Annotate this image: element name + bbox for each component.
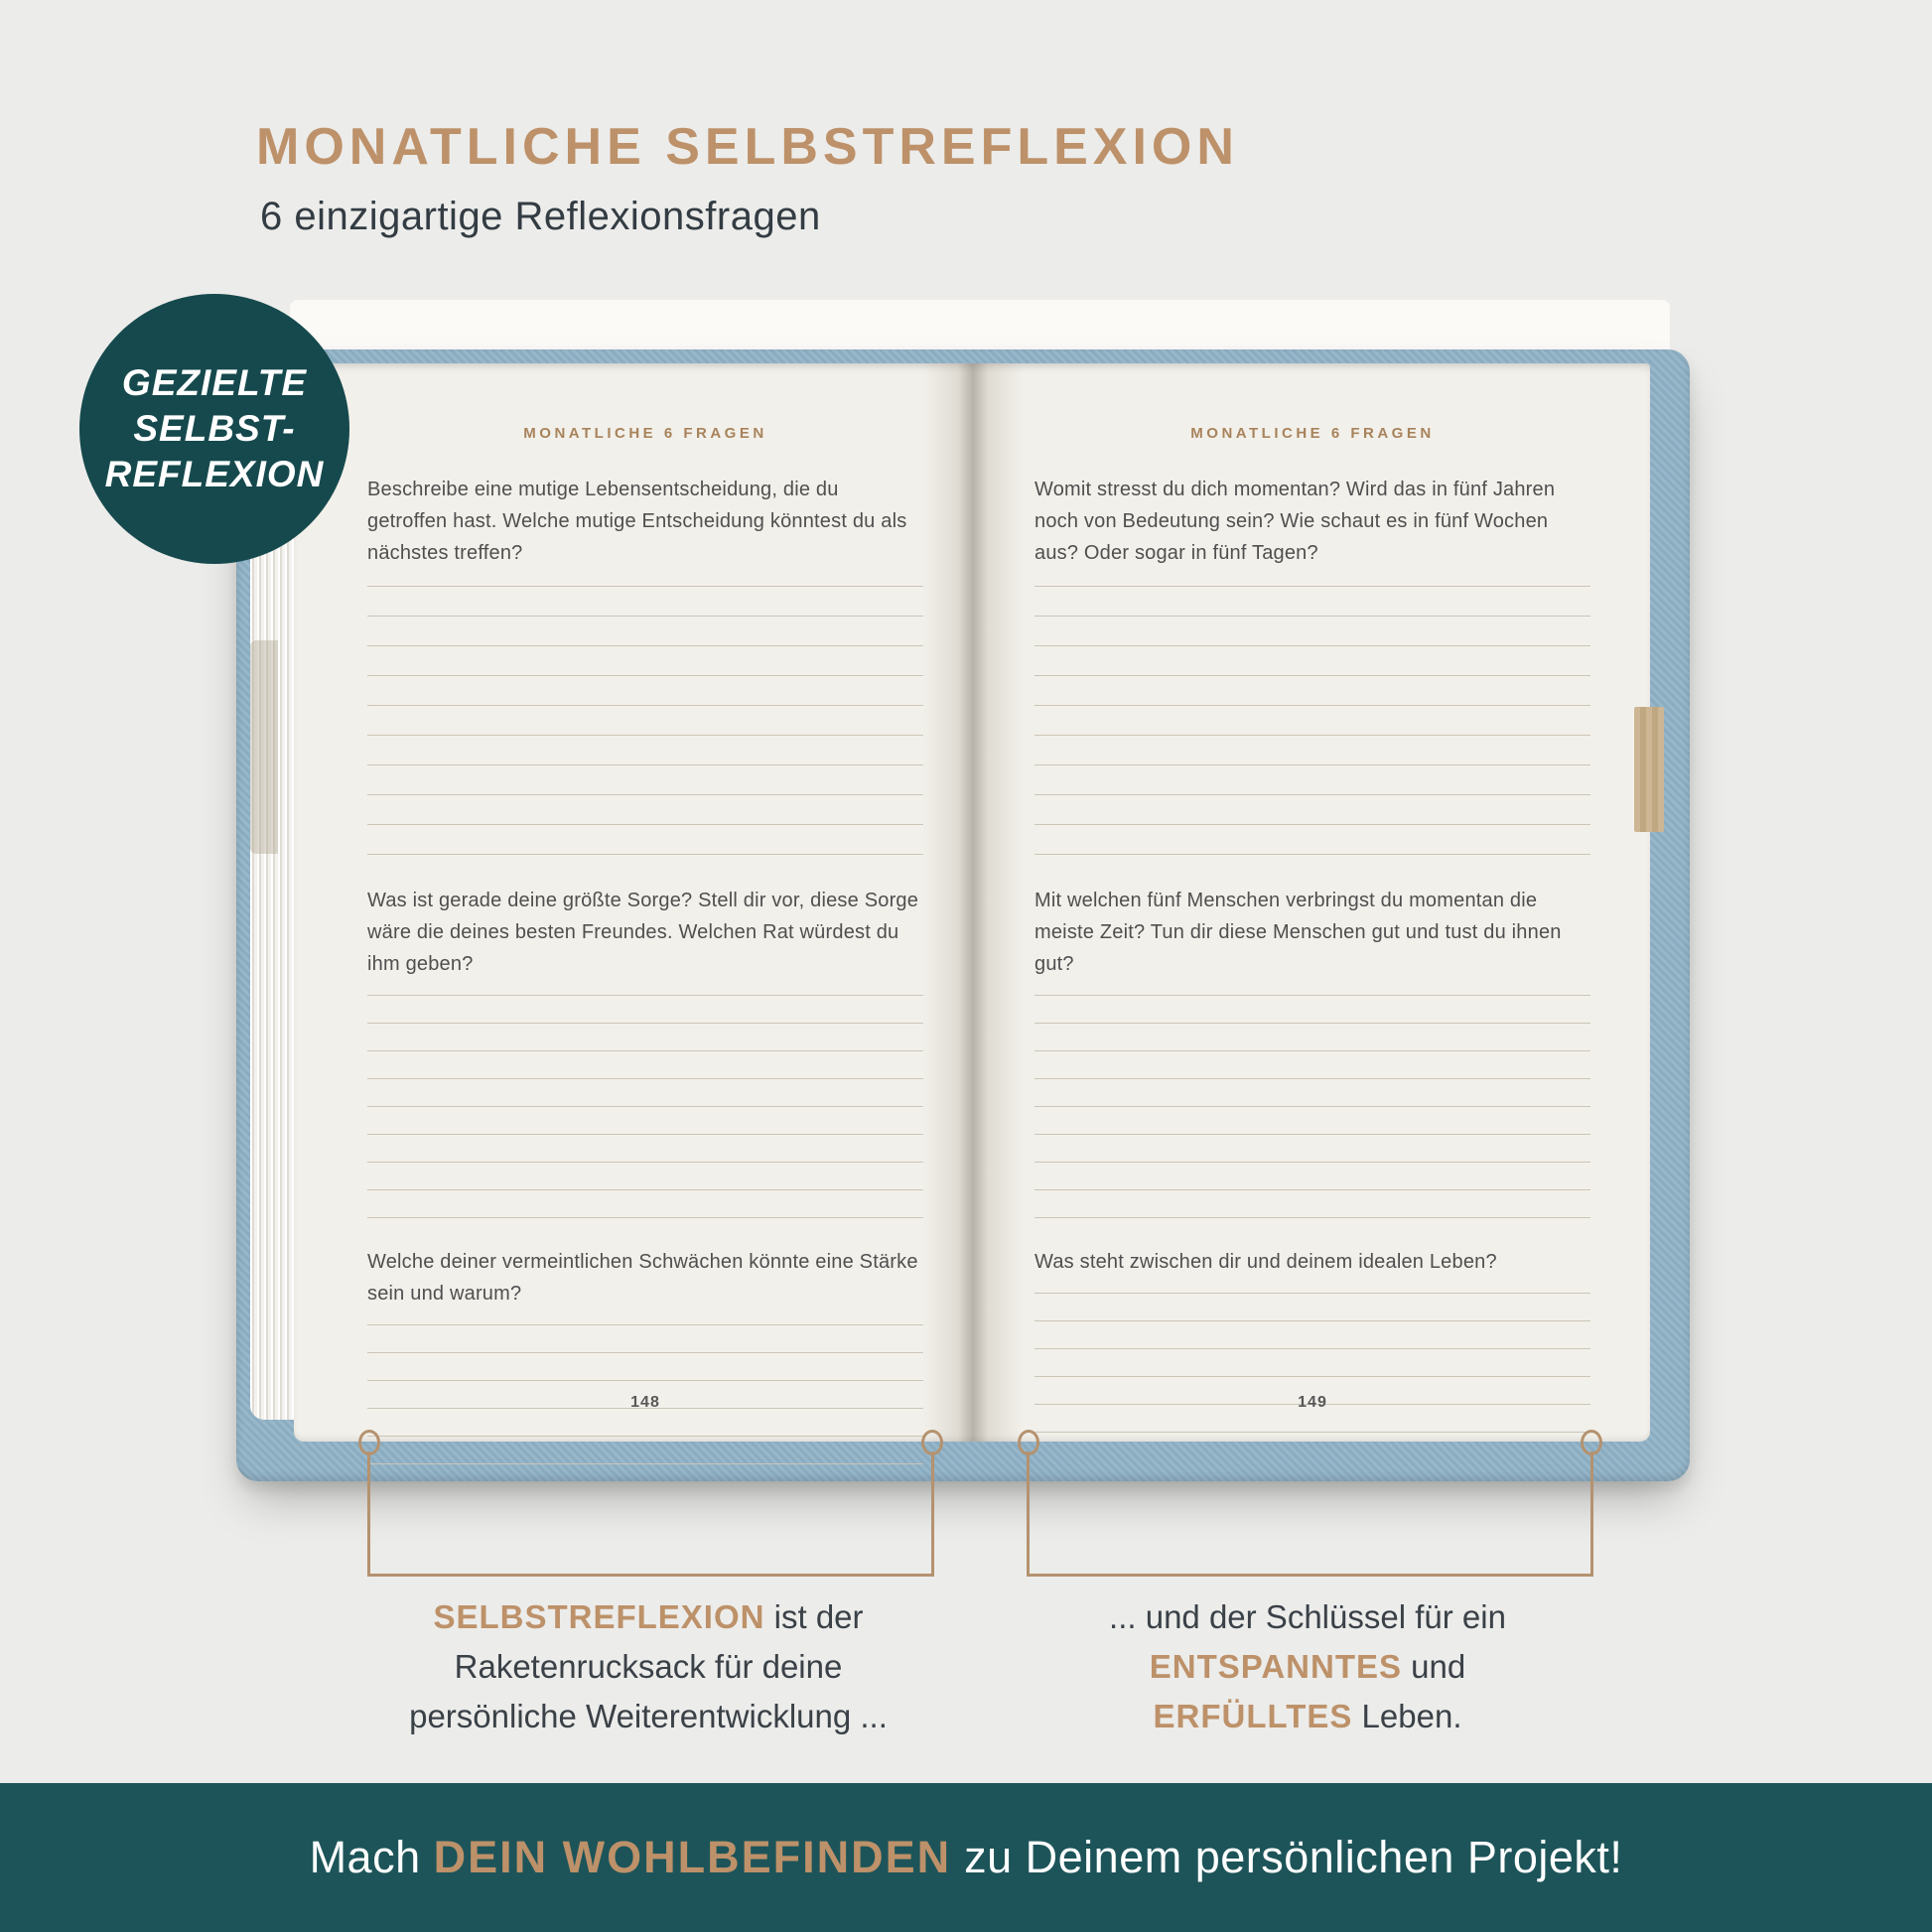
question-text: Beschreibe eine mutige Lebensentscheidung, die du getroffen hast. Welche mutige Entscheidung könntest du als nächstes treffen? [367, 479, 907, 564]
ruled-line [367, 1024, 923, 1051]
ruled-line [1035, 1321, 1590, 1349]
ruled-line [1035, 1294, 1590, 1321]
banner-accent: DEIN WOHLBEFINDEN [433, 1832, 952, 1882]
ruled-line [367, 1107, 923, 1135]
ruled-line [367, 1135, 923, 1163]
annotation-accent: ENTSPANNTES [1149, 1648, 1402, 1685]
ruled-line [1035, 825, 1590, 855]
ruled-line [1035, 765, 1590, 795]
ruled-line [367, 1190, 923, 1218]
circle-marker-icon [921, 1430, 943, 1455]
annotation-text: ist der [764, 1598, 864, 1635]
ruled-lines-section [367, 557, 923, 855]
page-number-right: 149 [1298, 1394, 1327, 1411]
ruled-line [1035, 1349, 1590, 1377]
question-text: Was steht zwischen dir und deinem idealen Leben? [1035, 1251, 1497, 1273]
ruled-line [367, 825, 923, 855]
page-header-left: MONATLICHE 6 FRAGEN [523, 425, 767, 442]
page-header-right: MONATLICHE 6 FRAGEN [1190, 425, 1435, 442]
ruled-line [1035, 646, 1590, 676]
annotation-text: Leben. [1352, 1698, 1462, 1734]
ruled-line [1035, 1051, 1590, 1079]
ruled-line [367, 795, 923, 825]
ruled-line [367, 676, 923, 706]
ruled-lines-section [367, 1298, 923, 1464]
circle-marker-icon [1018, 1430, 1039, 1455]
ruled-line [1035, 1107, 1590, 1135]
badge-line-1: GEZIELTE [121, 362, 308, 403]
ruled-lines-section [367, 968, 923, 1218]
ruled-lines-section [1035, 557, 1590, 855]
circle-marker-icon [1581, 1430, 1602, 1455]
badge-line-3: REFLEXION [104, 454, 325, 494]
ruled-line [367, 1163, 923, 1190]
ruled-line [367, 587, 923, 617]
ruled-line [367, 646, 923, 676]
ruled-line [1035, 736, 1590, 765]
journal-page-right [1035, 363, 1590, 1442]
annotation-text: und [1402, 1648, 1466, 1685]
ruled-line [1035, 1135, 1590, 1163]
annotation-bracket-right [1027, 1451, 1593, 1577]
ruled-line [367, 1325, 923, 1353]
annotation-text: persönliche Weiterentwicklung ... [409, 1698, 888, 1734]
page-stack-tab [250, 640, 278, 854]
badge-circle [79, 294, 349, 564]
footer-banner [0, 1783, 1932, 1932]
annotation-right [1027, 1592, 1588, 1741]
banner-text [310, 1832, 1623, 1883]
ruled-lines-section [1035, 968, 1590, 1218]
journal-book [236, 298, 1690, 1481]
ruled-line [1035, 706, 1590, 736]
journal-page-left [367, 363, 923, 1442]
page-number-left: 148 [630, 1394, 660, 1411]
ruled-line [1035, 996, 1590, 1024]
annotation-accent: SELBSTREFLEXION [433, 1598, 765, 1635]
ruled-line [367, 736, 923, 765]
annotation-left [367, 1592, 929, 1741]
badge-line-2: SELBST- [133, 408, 296, 449]
ruled-line [1035, 617, 1590, 646]
annotation-text: Raketenrucksack für deine [454, 1648, 843, 1685]
bookmark-ribbon [1634, 707, 1664, 832]
ruled-line [367, 706, 923, 736]
ruled-line [1035, 1163, 1590, 1190]
banner-suffix: zu Deinem persönlichen Projekt! [951, 1832, 1623, 1882]
banner-prefix: Mach [309, 1832, 434, 1882]
question-text: Mit welchen fünf Menschen verbringst du momentan die meiste Zeit? Tun dir diese Menschen gut und tust du ihnen gut? [1035, 890, 1562, 975]
ruled-line [1035, 587, 1590, 617]
ruled-line [1035, 795, 1590, 825]
ruled-line [367, 617, 923, 646]
ruled-line [367, 1409, 923, 1437]
question-text: Welche deiner vermeintlichen Schwächen könnte eine Stärke sein und warum? [367, 1251, 918, 1305]
annotation-accent: ERFÜLLTES [1153, 1698, 1353, 1734]
annotation-bracket-left [367, 1451, 934, 1577]
ruled-line [367, 1051, 923, 1079]
ruled-line [367, 996, 923, 1024]
ruled-line [1035, 1079, 1590, 1107]
circle-marker-icon [358, 1430, 380, 1455]
ruled-line [1035, 1190, 1590, 1218]
ruled-line [1035, 676, 1590, 706]
ruled-line [367, 1079, 923, 1107]
page-title: MONATLICHE SELBSTREFLEXION [256, 118, 1239, 176]
annotation-text: ... und der Schlüssel für ein [1109, 1598, 1506, 1635]
page-subtitle: 6 einzigartige Reflexionsfragen [260, 195, 821, 238]
question-text: Was ist gerade deine größte Sorge? Stell dir vor, diese Sorge wäre die deines besten Freundes. Welchen Rat würdest du ihm geben? [367, 890, 919, 975]
ruled-line [367, 765, 923, 795]
ruled-line [1035, 968, 1590, 996]
ruled-line [367, 1353, 923, 1381]
ruled-line [1035, 1024, 1590, 1051]
badge-text [105, 360, 325, 497]
question-text: Womit stresst du dich momentan? Wird das in fünf Jahren noch von Bedeutung sein? Wie schaut es in fünf Wochen aus? Oder sogar in fünf Tagen? [1035, 479, 1556, 564]
